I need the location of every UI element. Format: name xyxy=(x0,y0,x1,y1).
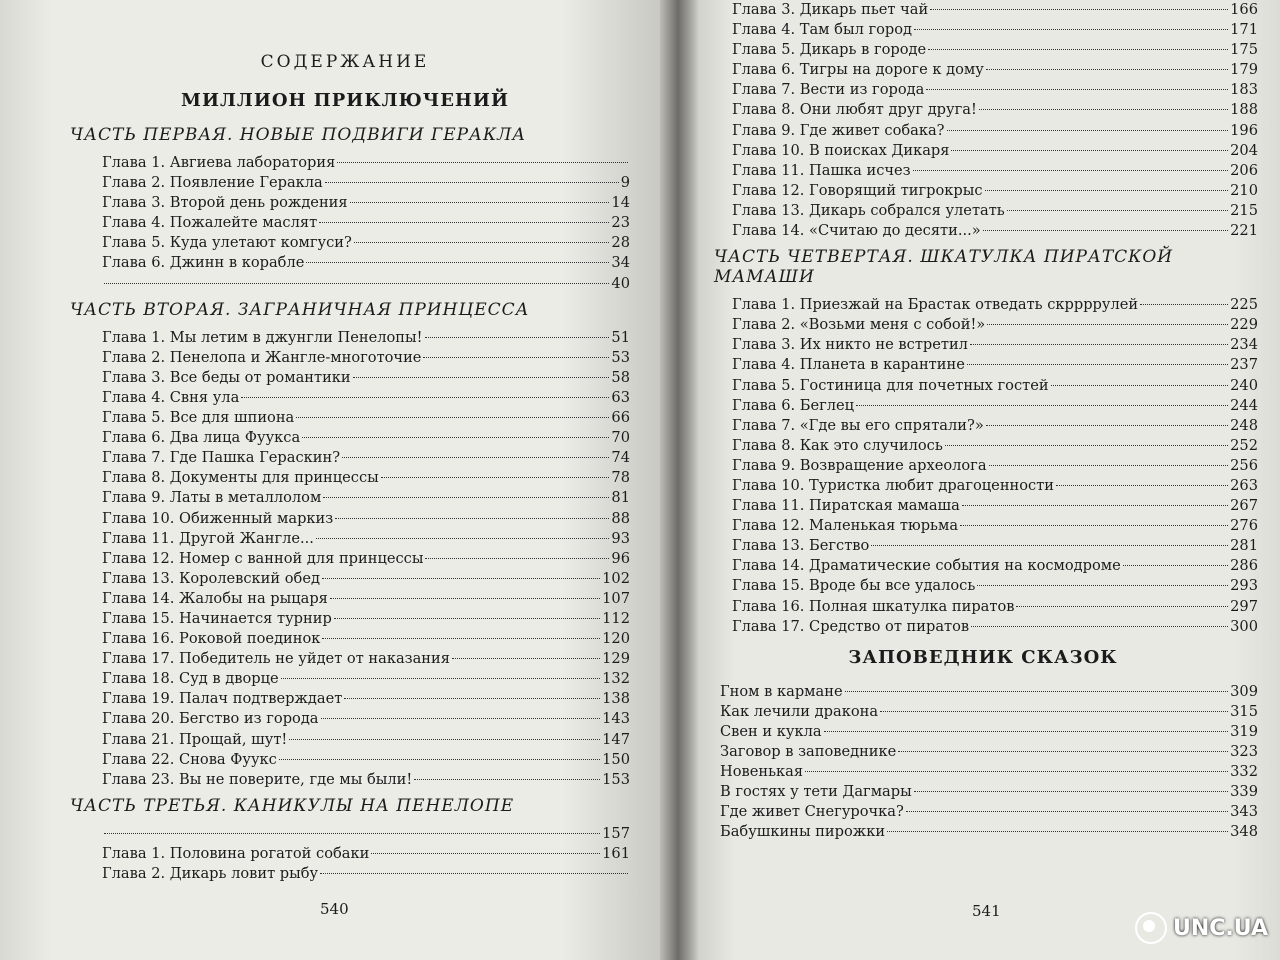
toc-entry xyxy=(720,782,1258,802)
part-1-title: ЧАСТЬ ПЕРВАЯ. НОВЫЕ ПОДВИГИ ГЕРАКЛА xyxy=(70,125,527,145)
entry-title: Глава 3. Их никто не встретил xyxy=(732,336,968,354)
entry-page-number: 120 xyxy=(602,630,630,648)
leader-dots xyxy=(425,337,610,338)
entry-title: Глава 1. Приезжай на Брастак отведать скррррулей xyxy=(732,296,1139,314)
left-page-content xyxy=(60,40,630,890)
entry-page-number: 210 xyxy=(1230,181,1258,199)
leader-dots xyxy=(914,791,1228,792)
entry-page-number: 81 xyxy=(611,489,630,507)
toc-entry xyxy=(102,348,630,368)
toc-entry xyxy=(720,742,1258,762)
entry-page-number: 88 xyxy=(611,509,630,527)
entry-page-number: 297 xyxy=(1230,597,1258,615)
toc-entry xyxy=(732,201,1258,221)
entry-title: В гостях у тети Дагмары xyxy=(720,783,912,801)
entry-title: Глава 21. Прощай, шут! xyxy=(102,730,288,748)
entry-title: Глава 13. Дикарь собрался улетать xyxy=(732,201,1005,219)
toc-entry xyxy=(102,408,630,428)
toc-entry xyxy=(732,617,1258,637)
entry-page-number: 129 xyxy=(602,650,630,668)
toc-entry xyxy=(102,509,630,529)
entry-title: Глава 5. Все для шпиона xyxy=(102,409,295,427)
entry-page-number: 237 xyxy=(1230,356,1258,374)
entry-title: Как лечили дракона xyxy=(720,702,879,720)
entry-title: Глава 11. Другой Жангле... xyxy=(102,529,314,547)
toc-entry xyxy=(720,802,1258,822)
toc-entry xyxy=(102,193,630,213)
toc-entry xyxy=(732,295,1258,315)
entry-page-number: 183 xyxy=(1230,81,1258,99)
toc-entry xyxy=(732,476,1258,496)
entry-page-number: 70 xyxy=(611,429,630,447)
leader-dots xyxy=(423,357,609,358)
toc-entry xyxy=(732,597,1258,617)
toc-entry xyxy=(102,153,630,173)
entry-page-number: 221 xyxy=(1230,222,1258,240)
book-title: МИЛЛИОН ПРИКЛЮЧЕНИЙ xyxy=(181,90,509,111)
leader-dots xyxy=(871,545,1228,546)
unc-logo-icon xyxy=(1135,912,1167,944)
toc-entry xyxy=(732,456,1258,476)
entry-page-number: 252 xyxy=(1230,436,1258,454)
tales-title: ЗАПОВЕДНИК СКАЗОК xyxy=(848,646,1118,668)
leader-dots xyxy=(947,130,1229,131)
entry-page-number: 179 xyxy=(1230,61,1258,79)
entry-title: Глава 11. Пашка исчез xyxy=(732,161,911,179)
part-3-title: ЧАСТЬ ТРЕТЬЯ. КАНИКУЛЫ НА ПЕНЕЛОПЕ xyxy=(70,795,515,816)
entry-page-number: 147 xyxy=(602,730,630,748)
entry-page-number: 339 xyxy=(1230,783,1258,801)
leader-dots xyxy=(1016,606,1228,607)
entry-title: Глава 16. Роковой поединок xyxy=(102,630,321,648)
leader-dots xyxy=(281,678,601,679)
entry-page-number: 93 xyxy=(611,529,630,547)
leader-dots xyxy=(1123,565,1228,566)
entry-title: Глава 8. Как это случилось xyxy=(732,436,943,454)
entry-page-number: 51 xyxy=(611,328,630,346)
entry-page-number: 143 xyxy=(602,710,630,728)
entry-page-number: 66 xyxy=(611,409,630,427)
leader-dots xyxy=(452,658,600,659)
leader-dots xyxy=(914,29,1228,30)
leader-dots xyxy=(970,344,1228,345)
entry-page-number: 281 xyxy=(1230,537,1258,555)
entry-title: Глава 2. «Возьми меня с собой!» xyxy=(732,316,986,334)
entry-title: Глава 3. Все беды от романтики xyxy=(102,368,351,386)
toc-entry xyxy=(732,355,1258,375)
leader-dots xyxy=(104,283,609,284)
entry-title: Глава 20. Бегство из города xyxy=(102,710,319,728)
entry-title: Глава 12. Говорящий тигрокрыс xyxy=(732,181,983,199)
entry-title: Глава 14. Жалобы на рыцаря xyxy=(102,589,328,607)
entry-page-number: 204 xyxy=(1230,141,1258,159)
toc-entry xyxy=(102,649,630,669)
part-2-title: ЧАСТЬ ВТОРАЯ. ЗАГРАНИЧНАЯ ПРИНЦЕССА xyxy=(70,299,530,320)
leader-dots xyxy=(321,718,601,719)
entry-page-number: 293 xyxy=(1230,577,1258,595)
leader-dots xyxy=(986,69,1228,70)
leader-dots xyxy=(316,538,609,539)
entry-title: Глава 4. Свня ула xyxy=(102,388,240,406)
entry-title: Глава 9. Где живет собака? xyxy=(732,121,945,139)
leader-dots xyxy=(887,831,1228,832)
entry-page-number: 74 xyxy=(611,449,630,467)
leader-dots xyxy=(322,578,600,579)
leader-dots xyxy=(986,425,1228,426)
toc-entry xyxy=(102,689,630,709)
toc-entry xyxy=(720,722,1258,742)
entry-page-number: 188 xyxy=(1230,101,1258,119)
toc-entry xyxy=(732,396,1258,416)
entry-title: Глава 16. Полная шкатулка пиратов xyxy=(732,597,1015,615)
entry-page-number: 240 xyxy=(1230,376,1258,394)
toc-entry xyxy=(732,121,1258,141)
entry-page-number: 28 xyxy=(611,234,630,252)
leader-dots xyxy=(805,771,1228,772)
entry-title: Глава 3. Дикарь пьет чай xyxy=(732,1,929,18)
toc-entry xyxy=(102,488,630,508)
right-page xyxy=(700,0,1280,960)
entry-page-number: 23 xyxy=(611,214,630,232)
toc-entry xyxy=(102,629,630,649)
leader-dots xyxy=(337,162,628,163)
toc-entry xyxy=(102,589,630,609)
entry-title: Где живет Снегурочка? xyxy=(720,803,904,821)
toc-entry xyxy=(102,448,630,468)
part-4-title: ЧАСТЬ ЧЕТВЕРТАЯ. ШКАТУЛКА ПИРАТСКОЙ МАМАШИ xyxy=(714,247,1174,288)
leader-dots xyxy=(985,190,1229,191)
entry-page-number: 96 xyxy=(611,549,630,567)
leader-dots xyxy=(1056,485,1228,486)
toc-entry xyxy=(732,100,1258,120)
entry-page-number: 112 xyxy=(602,609,630,627)
leader-dots xyxy=(302,437,609,438)
entry-page-number: 34 xyxy=(611,254,630,272)
entry-title: Глава 13. Королевский обед xyxy=(102,569,320,587)
entry-page-number: 225 xyxy=(1230,296,1258,314)
toc-entry xyxy=(102,368,630,388)
entry-page-number: 166 xyxy=(1230,1,1258,18)
entry-title: Глава 6. Тигры на дороге к дому xyxy=(732,61,984,79)
toc-heading: СОДЕРЖАНИЕ xyxy=(260,52,430,72)
entry-page-number: 332 xyxy=(1230,763,1258,781)
entry-page-number: 153 xyxy=(602,770,630,788)
entry-title: Свен и кукла xyxy=(720,722,822,740)
entry-page-number: 196 xyxy=(1230,121,1258,139)
leader-dots xyxy=(354,242,610,243)
toc-entry xyxy=(102,253,630,273)
entry-page-number: 138 xyxy=(602,690,630,708)
leader-dots xyxy=(977,585,1228,586)
entry-title: Глава 15. Начинается турнир xyxy=(102,609,332,627)
toc-entry xyxy=(732,376,1258,396)
entry-title: Глава 2. Пенелопа и Жангле-многоточие xyxy=(102,348,422,366)
toc-entry xyxy=(732,0,1258,20)
leader-dots xyxy=(381,477,610,478)
entry-title: Глава 4. Пожалейте маслят xyxy=(102,214,318,232)
entry-title: Глава 2. Появление Геракла xyxy=(102,174,323,192)
entry-page-number: 300 xyxy=(1230,617,1258,635)
toc-entry xyxy=(102,669,630,689)
entry-title: Глава 19. Палач подтверждает xyxy=(102,690,343,708)
part-1-chapter-list xyxy=(60,153,630,294)
entry-title: Глава 22. Снова Фуукс xyxy=(102,750,277,768)
toc-entry xyxy=(732,80,1258,100)
toc-entry xyxy=(102,730,630,750)
part-3-continued-list xyxy=(708,0,1258,241)
entry-page-number: 323 xyxy=(1230,743,1258,760)
entry-page-number: 63 xyxy=(611,388,630,406)
leader-dots xyxy=(330,598,600,599)
entry-page-number: 78 xyxy=(611,469,630,487)
toc-entry xyxy=(102,750,630,770)
leader-dots xyxy=(983,230,1228,231)
entry-page-number: 150 xyxy=(602,750,630,768)
entry-title: Глава 7. Вести из города xyxy=(732,81,925,99)
leader-dots xyxy=(928,49,1228,50)
toc-entry xyxy=(732,516,1258,536)
part-4-chapter-list xyxy=(708,295,1258,637)
leader-dots xyxy=(371,853,600,854)
leader-dots xyxy=(334,618,600,619)
leader-dots xyxy=(979,109,1228,110)
toc-entry xyxy=(102,844,630,864)
toc-entry xyxy=(732,536,1258,556)
entry-page-number: 248 xyxy=(1230,416,1258,434)
entry-title: Гном в кармане xyxy=(720,682,843,700)
entry-title: Глава 23. Вы не поверите, где мы были! xyxy=(102,770,413,788)
toc-entry xyxy=(732,40,1258,60)
right-page-content xyxy=(708,0,1258,848)
leader-dots xyxy=(320,873,628,874)
leader-dots xyxy=(296,417,609,418)
leader-dots xyxy=(856,405,1228,406)
entry-title: Глава 7. Где Пашка Гераскин? xyxy=(102,449,341,467)
toc-entry xyxy=(732,60,1258,80)
tales-list xyxy=(708,682,1258,843)
entry-title: Глава 10. В поисках Дикаря xyxy=(732,141,950,159)
leader-dots xyxy=(945,445,1228,446)
toc-entry xyxy=(102,173,630,193)
toc-entry xyxy=(732,161,1258,181)
leader-dots xyxy=(898,751,1228,752)
entry-title: Глава 4. Планета в карантине xyxy=(732,356,965,374)
leader-dots xyxy=(342,457,609,458)
toc-entry xyxy=(732,416,1258,436)
toc-entry xyxy=(102,770,630,790)
entry-title: Глава 3. Второй день рождения xyxy=(102,194,348,212)
entry-page-number: 9 xyxy=(620,174,630,192)
leader-dots xyxy=(1007,210,1228,211)
entry-page-number: 286 xyxy=(1230,557,1258,575)
entry-title: Бабушкины пирожки xyxy=(720,823,886,841)
entry-page-number: 175 xyxy=(1230,41,1258,59)
entry-page-number: 107 xyxy=(602,589,630,607)
toc-entry xyxy=(102,468,630,488)
toc-entry xyxy=(732,141,1258,161)
entry-title: Глава 11. Пиратская мамаша xyxy=(732,497,960,515)
leader-dots xyxy=(845,691,1229,692)
leader-dots xyxy=(319,222,609,223)
toc-entry xyxy=(732,315,1258,335)
entry-title: Глава 5. Дикарь в городе xyxy=(732,41,927,59)
entry-page-number: 348 xyxy=(1230,823,1258,841)
entry-page-number: 263 xyxy=(1230,476,1258,494)
leader-dots xyxy=(880,711,1228,712)
leader-dots xyxy=(951,150,1228,151)
leader-dots xyxy=(414,779,600,780)
leader-dots xyxy=(1051,385,1229,386)
entry-title: Глава 1. Мы летим в джунгли Пенелопы! xyxy=(102,328,423,346)
leader-dots xyxy=(104,833,600,834)
leader-dots xyxy=(353,377,610,378)
leader-dots xyxy=(1140,304,1228,305)
toc-entry xyxy=(732,436,1258,456)
leader-dots xyxy=(971,626,1228,627)
entry-title: Глава 2. Дикарь ловит рыбу xyxy=(102,865,319,882)
entry-title: Глава 7. «Где вы его спрятали?» xyxy=(732,416,984,434)
leader-dots xyxy=(322,638,600,639)
toc-entry xyxy=(102,233,630,253)
entry-page-number: 58 xyxy=(611,368,630,386)
toc-entry xyxy=(732,20,1258,40)
entry-page-number: 53 xyxy=(611,348,630,366)
entry-page-number: 276 xyxy=(1230,517,1258,535)
entry-title: Глава 9. Возвращение археолога xyxy=(732,456,987,474)
entry-page-number: 244 xyxy=(1230,396,1258,414)
toc-entry xyxy=(732,335,1258,355)
toc-entry xyxy=(102,274,630,294)
entry-title: Глава 1. Половина рогатой собаки xyxy=(102,844,370,862)
leader-dots xyxy=(289,739,600,740)
entry-page-number: 319 xyxy=(1230,722,1258,740)
entry-title: Глава 12. Маленькая тюрьма xyxy=(732,517,959,535)
toc-entry xyxy=(720,682,1258,702)
toc-entry xyxy=(102,609,630,629)
entry-title: Глава 10. Туристка любит драгоценности xyxy=(732,476,1055,494)
part-2-chapter-list xyxy=(60,328,630,790)
leader-dots xyxy=(241,397,609,398)
entry-page-number: 234 xyxy=(1230,336,1258,354)
leader-dots xyxy=(824,731,1229,732)
entry-title: Глава 9. Латы в металлолом xyxy=(102,489,322,507)
entry-title: Глава 14. Драматические события на космодроме xyxy=(732,557,1121,575)
toc-entry xyxy=(732,221,1258,241)
entry-title: Новенькая xyxy=(720,763,804,781)
leader-dots xyxy=(962,505,1228,506)
entry-page-number: 171 xyxy=(1230,21,1258,39)
entry-title: Глава 6. Беглец xyxy=(732,396,855,414)
entry-title: Глава 1. Авгиева лаборатория xyxy=(102,154,336,171)
entry-title: Глава 5. Гостиница для почетных гостей xyxy=(732,376,1049,394)
leader-dots xyxy=(913,170,1229,171)
entry-title: Глава 18. Суд в дворце xyxy=(102,670,279,688)
toc-entry xyxy=(102,864,630,884)
watermark-text: UNC.UA xyxy=(1173,915,1268,941)
leader-dots xyxy=(960,525,1228,526)
entry-title: Глава 10. Обиженный маркиз xyxy=(102,509,334,527)
entry-title: Глава 12. Номер с ванной для принцессы xyxy=(102,549,424,567)
entry-page-number: 161 xyxy=(602,844,630,862)
leader-dots xyxy=(967,364,1228,365)
toc-entry xyxy=(732,576,1258,596)
toc-entry xyxy=(102,213,630,233)
leader-dots xyxy=(987,324,1228,325)
entry-page-number: 40 xyxy=(611,274,630,292)
entry-title: Глава 5. Куда улетают комгуси? xyxy=(102,234,352,252)
leader-dots xyxy=(930,9,1228,10)
leader-dots xyxy=(279,759,600,760)
leader-dots xyxy=(335,518,609,519)
entry-page-number: 14 xyxy=(611,194,630,212)
part-3-chapter-list xyxy=(60,824,630,884)
leader-dots xyxy=(906,811,1228,812)
toc-entry xyxy=(102,388,630,408)
leader-dots xyxy=(323,497,609,498)
leader-dots xyxy=(989,465,1229,466)
entry-title: Глава 8. Они любят друг друга! xyxy=(732,101,977,119)
leader-dots xyxy=(425,558,609,559)
page-number-left: 540 xyxy=(320,900,349,918)
entry-page-number: 267 xyxy=(1230,497,1258,515)
toc-entry xyxy=(720,822,1258,842)
entry-title: Глава 17. Победитель не уйдет от наказания xyxy=(102,650,450,668)
leader-dots xyxy=(325,182,619,183)
toc-entry xyxy=(102,709,630,729)
entry-title: Глава 8. Документы для принцессы xyxy=(102,469,379,487)
toc-entry xyxy=(102,328,630,348)
toc-entry xyxy=(102,569,630,589)
entry-title: Глава 17. Средство от пиратов xyxy=(732,617,970,635)
leader-dots xyxy=(344,698,600,699)
entry-title: Глава 15. Вроде бы все удалось xyxy=(732,577,976,595)
toc-entry xyxy=(732,181,1258,201)
entry-page-number: 102 xyxy=(602,569,630,587)
entry-page-number: 309 xyxy=(1230,682,1258,700)
leader-dots xyxy=(350,202,610,203)
entry-page-number: 132 xyxy=(602,670,630,688)
book-gutter xyxy=(660,0,700,960)
entry-title: Глава 6. Два лица Фуукса xyxy=(102,429,301,447)
toc-entry xyxy=(102,549,630,569)
toc-entry xyxy=(102,428,630,448)
entry-page-number: 256 xyxy=(1230,456,1258,474)
page-number-right: 541 xyxy=(972,902,1001,920)
entry-page-number: 215 xyxy=(1230,201,1258,219)
entry-page-number: 315 xyxy=(1230,702,1258,720)
toc-entry xyxy=(720,702,1258,722)
toc-entry xyxy=(102,529,630,549)
entry-title: Глава 14. «Считаю до десяти...» xyxy=(732,222,981,240)
entry-title: Заговор в заповеднике xyxy=(720,743,897,760)
watermark xyxy=(1135,912,1268,944)
toc-entry xyxy=(732,496,1258,516)
leader-dots xyxy=(926,89,1228,90)
entry-title: Глава 6. Джинн в корабле xyxy=(102,254,305,272)
leader-dots xyxy=(306,262,609,263)
entry-page-number: 157 xyxy=(602,824,630,842)
entry-page-number: 229 xyxy=(1230,316,1258,334)
entry-page-number: 206 xyxy=(1230,161,1258,179)
entry-title: Глава 13. Бегство xyxy=(732,537,870,555)
toc-entry xyxy=(732,556,1258,576)
toc-entry xyxy=(102,824,630,844)
entry-page-number: 343 xyxy=(1230,803,1258,821)
toc-entry xyxy=(720,762,1258,782)
entry-title: Глава 4. Там был город xyxy=(732,21,913,39)
